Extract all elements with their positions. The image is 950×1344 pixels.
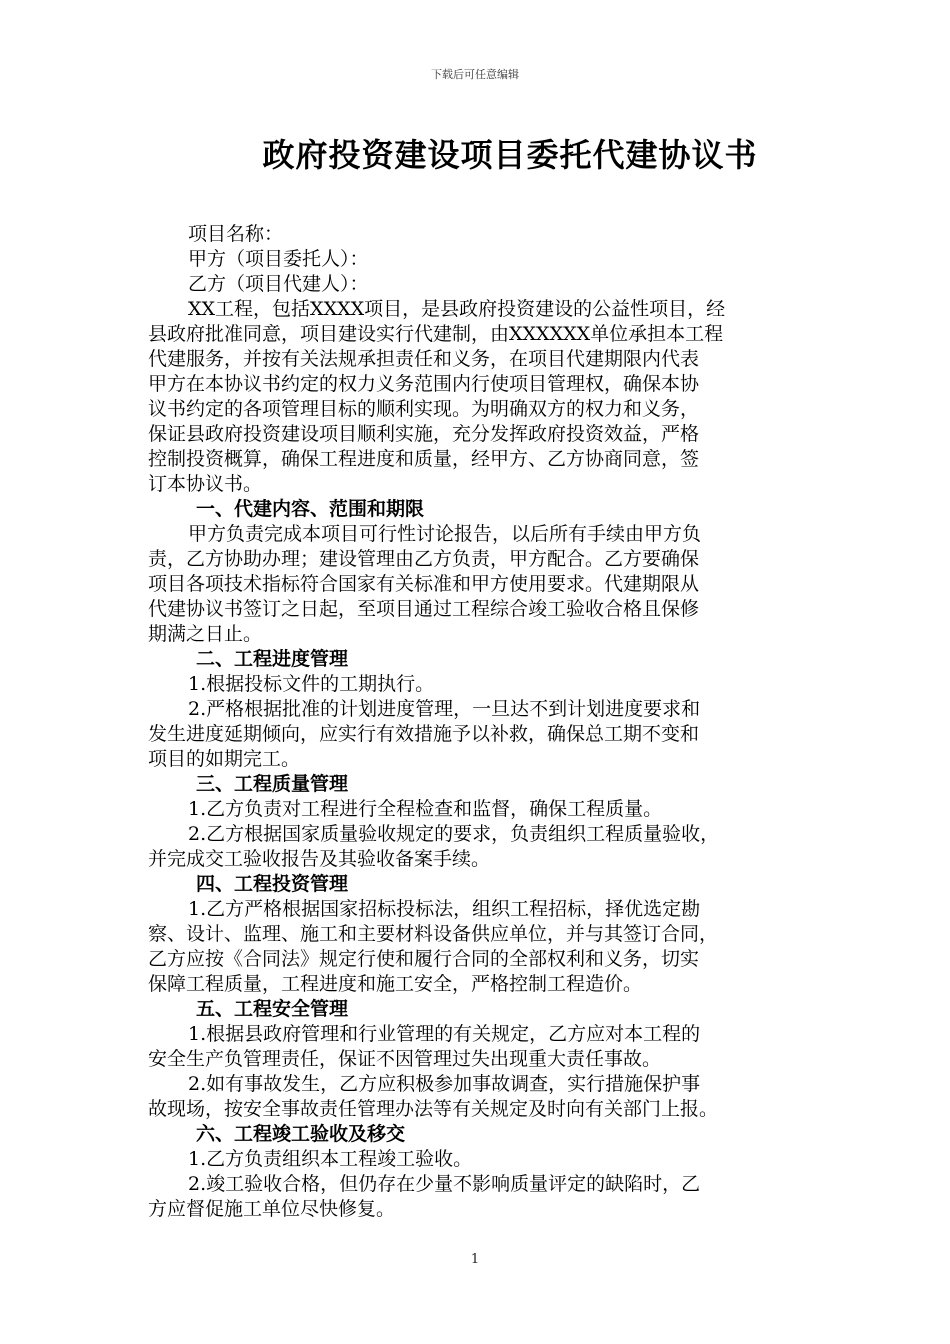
body-text-line: 保障工程质量，工程进度和施工安全，严格控制工程造价。	[148, 973, 643, 995]
section-heading: 二、工程进度管理	[196, 648, 349, 670]
body-text-line: 责，乙方协助办理；建设管理由乙方负责，甲方配合。乙方要确保	[148, 548, 700, 570]
document-title: 政府投资建设项目委托代建协议书	[262, 136, 758, 174]
body-text-line: 议书约定的各项管理目标的顺利实现。为明确双方的权力和义务，	[148, 398, 700, 420]
section-heading: 四、工程投资管理	[196, 873, 349, 895]
body-text-line: 乙方（项目代建人）：	[188, 273, 369, 295]
section-heading: 五、工程安全管理	[196, 998, 349, 1020]
body-text-line: 2.乙方根据国家质量验收规定的要求，负责组织工程质量验收，	[188, 823, 720, 845]
body-text-line: 甲方在本协议书约定的权力义务范围内行使项目管理权，确保本协	[148, 373, 700, 395]
body-text-line: 项目各项技术指标符合国家有关标准和甲方使用要求。代建期限从	[148, 573, 700, 595]
body-text-line: 2.如有事故发生，乙方应积极参加事故调查，实行措施保护事	[188, 1073, 701, 1095]
section-heading: 三、工程质量管理	[196, 773, 349, 795]
body-text-line: 并完成交工验收报告及其验收备案手续。	[148, 848, 491, 870]
body-text-line: 安全生产负管理责任，保证不因管理过失出现重大责任事故。	[148, 1048, 662, 1070]
section-heading: 一、代建内容、范围和期限	[196, 498, 425, 520]
body-text-line: 期满之日止。	[148, 623, 263, 645]
body-text-line: 项目名称：	[188, 223, 284, 245]
body-text-line: 2.严格根据批准的计划进度管理，一旦达不到计划进度要求和	[188, 698, 701, 720]
page-header-note: 下载后可任意编辑	[431, 68, 519, 81]
page-number: 1	[470, 1252, 480, 1267]
body-text-line: 代建协议书签订之日起，至项目通过工程综合竣工验收合格且保修	[148, 598, 700, 620]
body-text-line: 1.根据县政府管理和行业管理的有关规定，乙方应对本工程的	[188, 1023, 701, 1045]
body-text-line: 保证县政府投资建设项目顺利实施，充分发挥政府投资效益，严格	[148, 423, 700, 445]
document-body	[148, 222, 808, 1222]
body-text-line: 1.乙方负责组织本工程竣工验收。	[188, 1148, 473, 1170]
body-text-line: 控制投资概算，确保工程进度和质量，经甲方、乙方协商同意，签	[148, 448, 700, 470]
body-text-line: 乙方应按《合同法》规定行使和履行合同的全部权利和义务，切实	[148, 948, 700, 970]
body-text-line: 项目的如期完工。	[148, 748, 301, 770]
section-heading: 六、工程竣工验收及移交	[196, 1123, 406, 1145]
body-text-line: 甲方（项目委托人）：	[188, 248, 369, 270]
body-text-line: 县政府批准同意，项目建设实行代建制，由XXXXXX单位承担本工程	[148, 323, 724, 345]
body-text-line: 1.根据投标文件的工期执行。	[188, 673, 435, 695]
body-text-line: 察、设计、监理、施工和主要材料设备供应单位，并与其签订合同，	[148, 923, 719, 945]
body-text-line: 订本协议书。	[148, 473, 263, 495]
body-text-line: 发生进度延期倾向，应实行有效措施予以补救，确保总工期不变和	[148, 723, 700, 745]
body-text-line: 2.竣工验收合格，但仍存在少量不影响质量评定的缺陷时，乙	[188, 1173, 701, 1195]
body-text-line: 1.乙方负责对工程进行全程检查和监督，确保工程质量。	[188, 798, 663, 820]
body-text-line: 方应督促施工单位尽快修复。	[148, 1198, 396, 1220]
body-text-line: 代建服务，并按有关法规承担责任和义务，在项目代建期限内代表	[148, 348, 700, 370]
body-text-line: 甲方负责完成本项目可行性讨论报告，以后所有手续由甲方负	[188, 523, 702, 545]
body-text-line: XX工程，包括XXXX项目，是县政府投资建设的公益性项目，经	[188, 298, 726, 320]
body-text-line: 1.乙方严格根据国家招标投标法，组织工程招标，择优选定勘	[188, 898, 701, 920]
body-text-line: 故现场，按安全事故责任管理办法等有关规定及时向有关部门上报。	[148, 1098, 719, 1120]
